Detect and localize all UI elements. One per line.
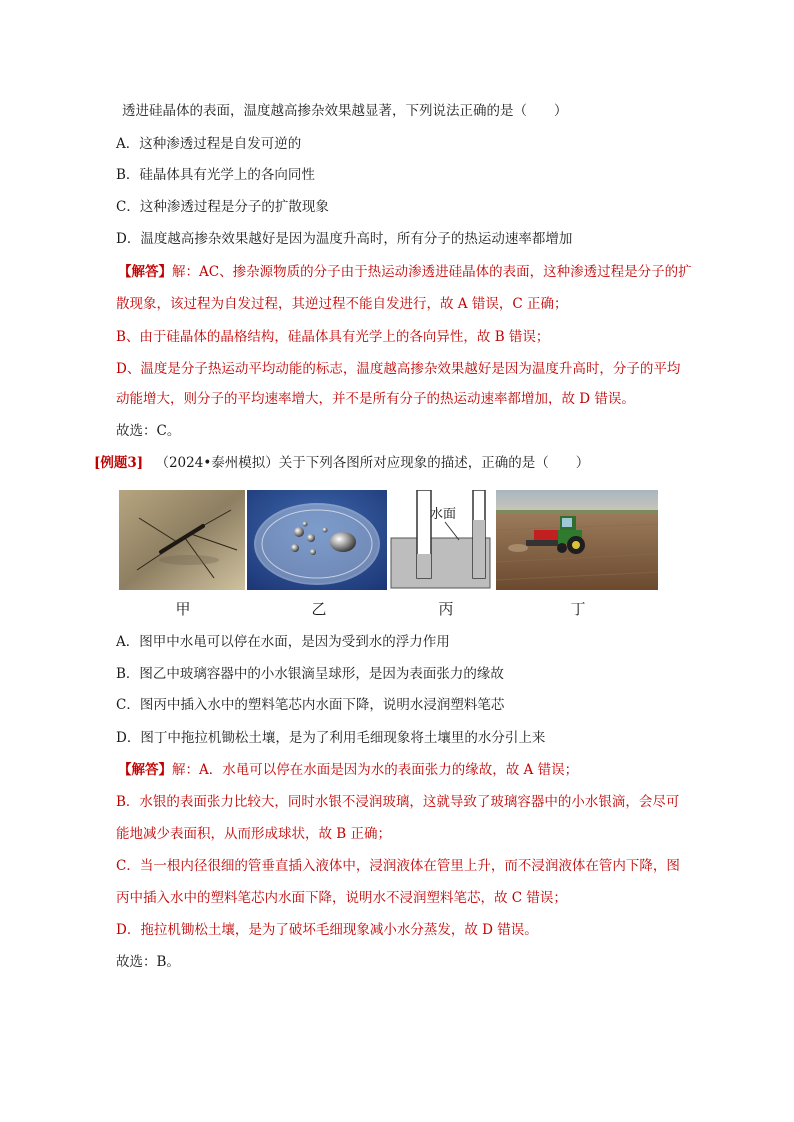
option-a: A．这种渗透过程是自发可逆的	[116, 136, 302, 152]
water-surface-label: 水面	[430, 507, 457, 522]
ex3-option-d: D．图丁中拖拉机锄松土壤，是为了利用毛细现象将土壤里的水分引上来	[116, 730, 546, 746]
option-b: B．硅晶体具有光学上的各向同性	[116, 167, 315, 183]
ex3-option-b: B．图乙中玻璃容器中的小水银滴呈球形，是因为表面张力的缘故	[116, 666, 504, 682]
figure-ding-tractor	[496, 490, 658, 590]
answer-line-4: D、温度是分子热运动平均动能的标志，温度越高掺杂效果越好是因为温度升高时，分子的平均	[116, 361, 681, 377]
figure-label-ding: 丁	[570, 600, 586, 618]
ex3-final-choice: 故选：B。	[116, 954, 180, 970]
ex3-answer-line-4: C．当一根内径很细的管垂直插入液体中，浸润液体在管里上升，而不浸润液体在管内下降，图	[116, 858, 680, 874]
figure-label-jia: 甲	[175, 600, 191, 618]
ex3-answer-line-6: D．拖拉机锄松土壤，是为了破坏毛细现象减小水分蒸发，故 D 错误。	[116, 922, 538, 938]
option-c: C．这种渗透过程是分子的扩散现象	[116, 199, 329, 215]
answer-line-5: 动能增大，则分子的平均速率增大，并不是所有分子的热运动速率都增加，故 D 错误。	[116, 391, 635, 407]
ex3-answer-tag: 【解答】	[118, 762, 172, 778]
figure-label-bing: 丙	[438, 600, 454, 618]
question-stem-continued: 透进硅晶体的表面，温度越高掺杂效果越显著，下列说法正确的是（ ）	[122, 103, 568, 119]
example-stem: （2024•泰州模拟）关于下列各图所对应现象的描述，正确的是（ ）	[155, 455, 590, 471]
figure-label-yi: 乙	[311, 600, 327, 618]
ex3-answer-text: 解：A．水黾可以停在水面是因为水的表面张力的缘故，故 A 错误；	[172, 762, 579, 778]
ex3-option-c: C．图丙中插入水中的塑料笔芯内水面下降，说明水浸润塑料笔芯	[116, 697, 505, 713]
example-3-stem-line	[94, 453, 589, 473]
ex3-answer-line-3: 能地减少表面积，从而形成球状，故 B 正确；	[116, 826, 392, 842]
ex3-answer-line-5: 丙中插入水中的塑料笔芯内水面下降，说明水不浸润塑料笔芯，故 C 错误；	[116, 890, 567, 906]
ex3-answer-line-2: B．水银的表面张力比较大，同时水银不浸润玻璃，这就导致了玻璃容器中的小水银滴，会尽可	[116, 794, 680, 810]
ex3-option-a: A．图甲中水黾可以停在水面，是因为受到水的浮力作用	[116, 634, 450, 650]
ex3-answer-line-1	[118, 760, 578, 780]
figure-bing-diagram	[389, 490, 492, 590]
answer-line-2: 散现象，该过程为自发过程，其逆过程不能自发进行，故 A 错误，C 正确；	[116, 296, 568, 312]
figure-jia-water-strider	[119, 490, 245, 590]
option-d: D．温度越高掺杂效果越好是因为温度升高时，所有分子的热运动速率都增加	[116, 231, 573, 247]
final-choice: 故选：C。	[116, 423, 181, 439]
figure-yi-mercury-dish	[247, 490, 387, 590]
example-tag: [例题3]	[94, 455, 144, 471]
answer-line-3: B、由于硅晶体的晶格结构，硅晶体具有光学上的各向异性，故 B 错误；	[116, 329, 550, 345]
answer-tag: 【解答】	[118, 264, 172, 280]
answer-line-1	[118, 262, 692, 282]
answer-text: 解：AC、掺杂源物质的分子由于热运动渗透进硅晶体的表面，这种渗透过程是分子的扩	[172, 264, 692, 280]
